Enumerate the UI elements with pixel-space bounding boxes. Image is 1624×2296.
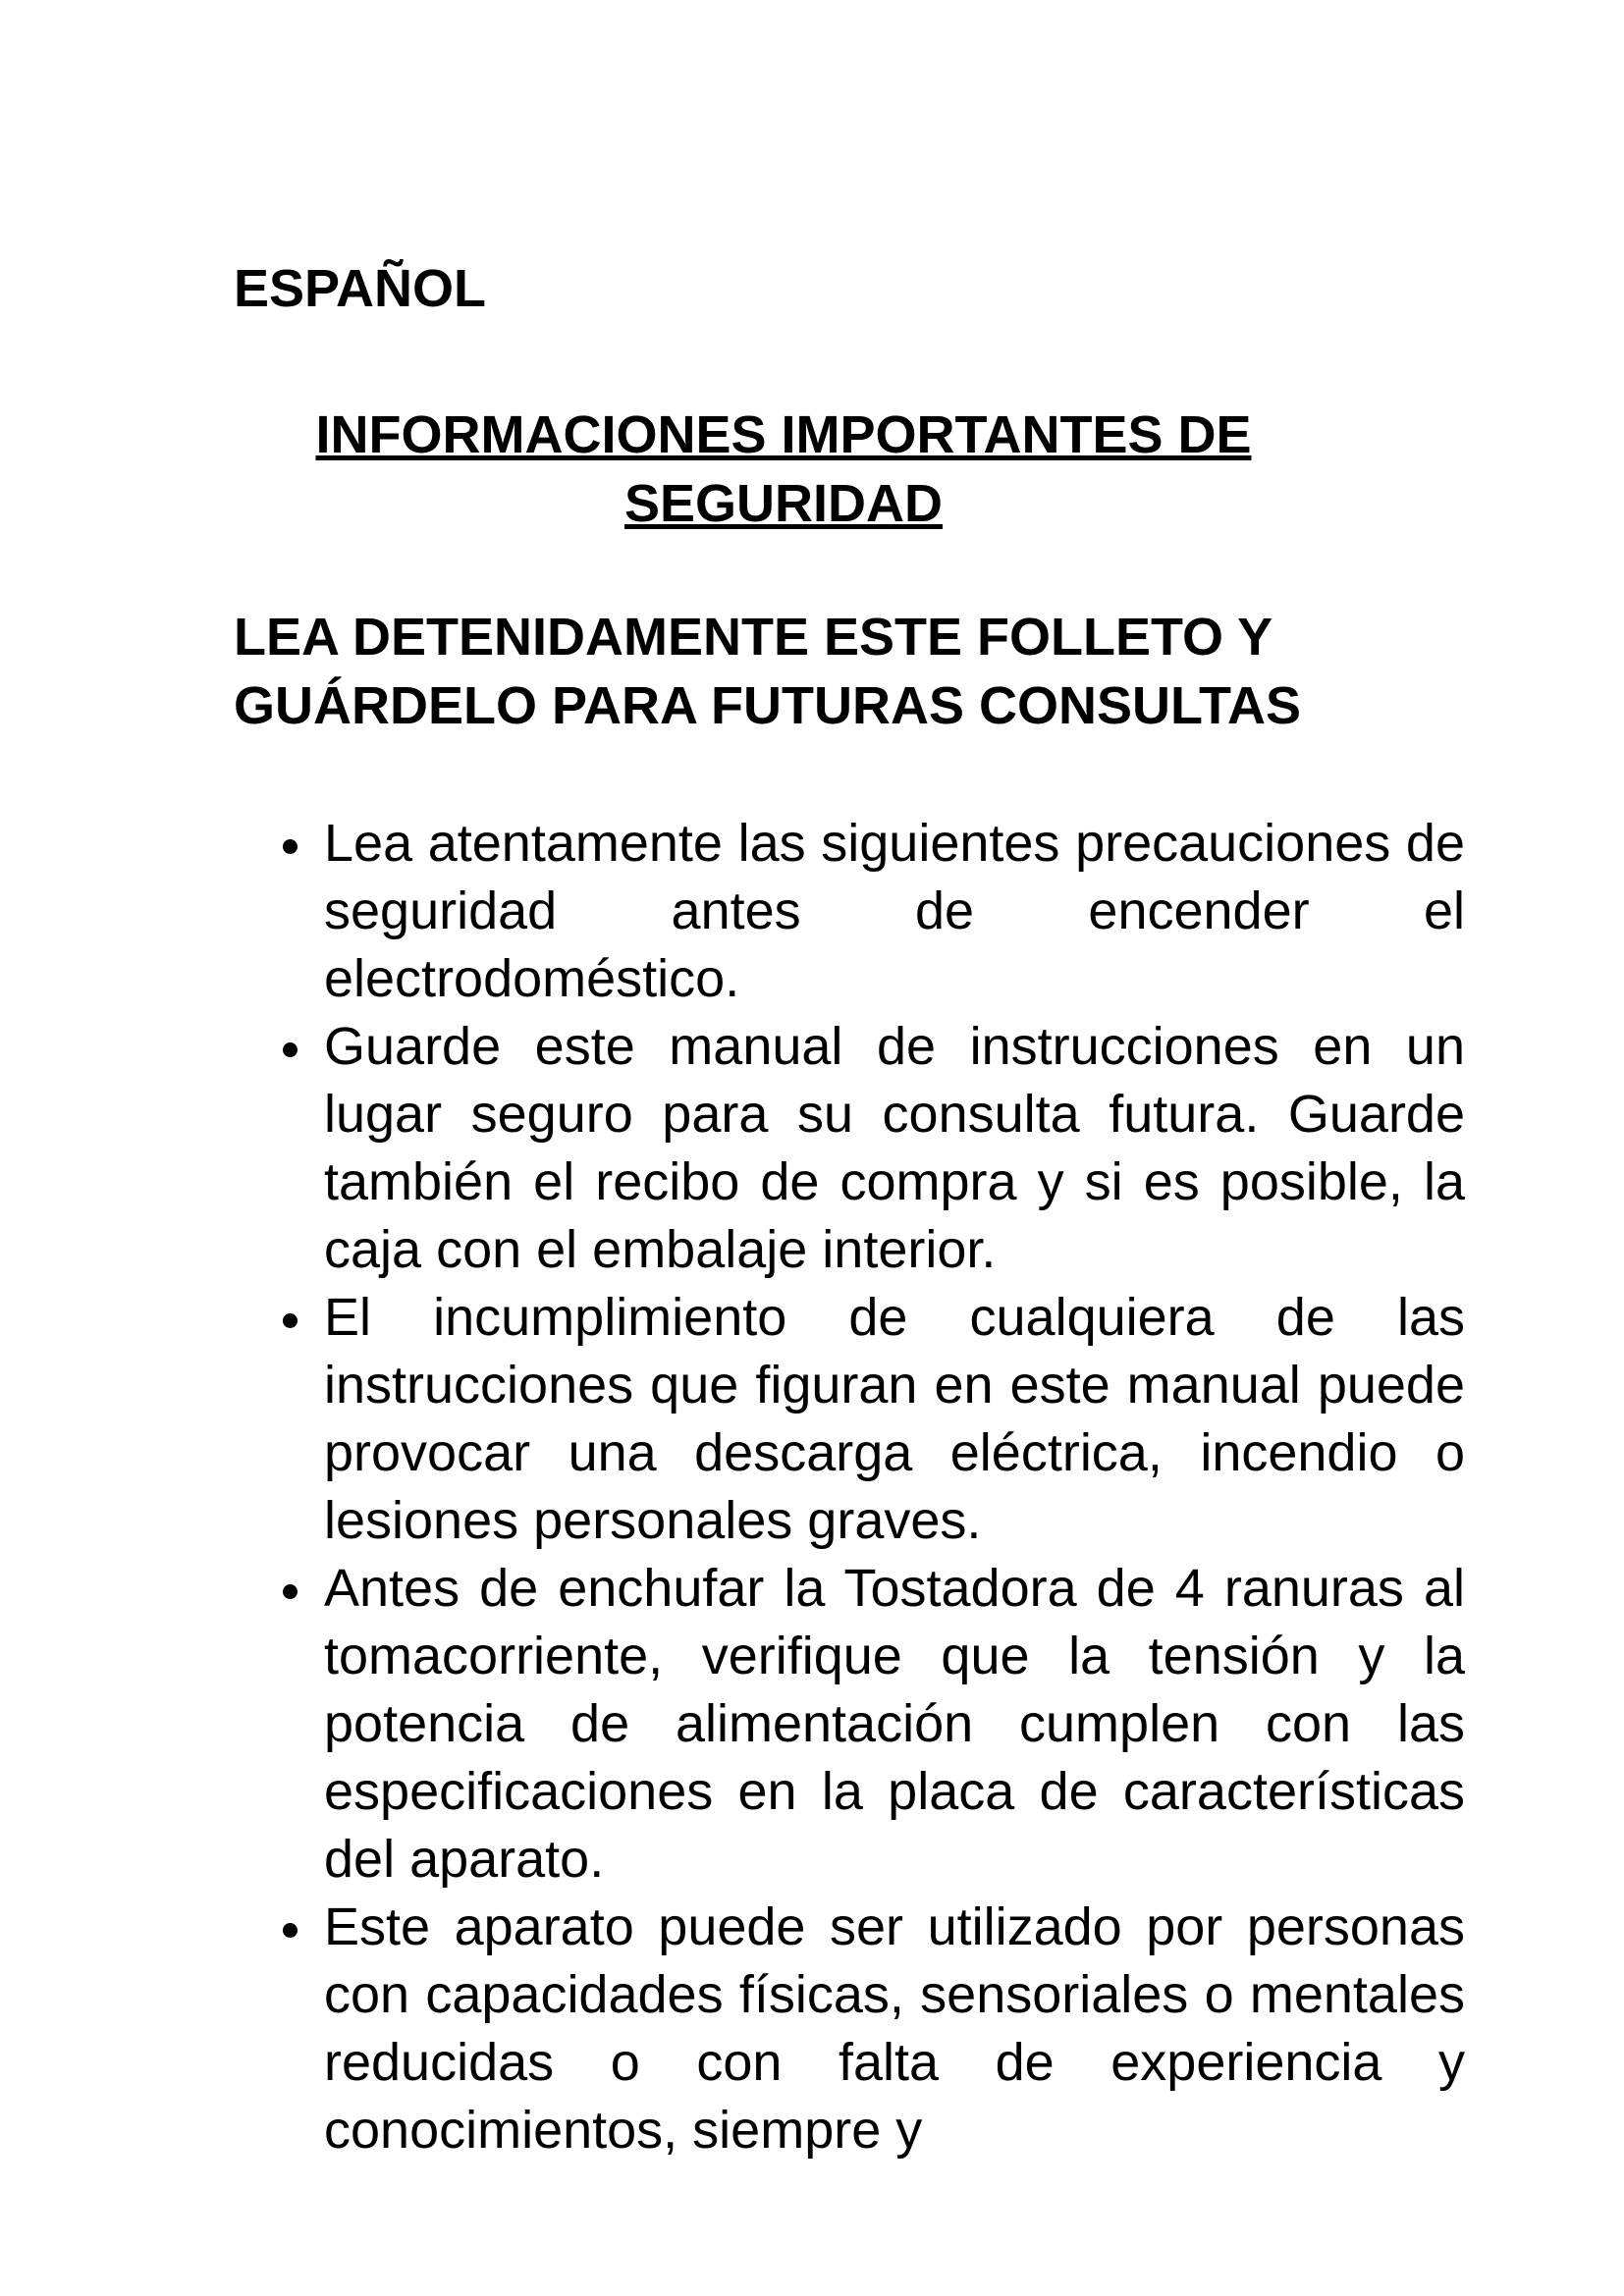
safety-bullet-list [277,810,1465,2164]
bullet-icon [283,1313,298,1328]
bullet-text: El incumplimiento de cualquiera de las instrucciones que figuran en este manual puede provocar una descarga eléctrica, incendio o lesiones personales graves. [324,1288,1465,1550]
bullet-icon [283,839,298,854]
title-line-2: SEGURIDAD [623,474,944,533]
list-item [277,1894,1465,2164]
subtitle [234,603,1461,740]
bullet-icon [283,1042,298,1057]
subtitle-line-1: LEA DETENIDAMENTE ESTE FOLLETO Y [234,608,1273,667]
subtitle-line-2: GUÁRDELO PARA FUTURAS CONSULTAS [234,676,1301,735]
bullet-text: Guarde este manual de instrucciones en un lugar seguro para su consulta futura. Guarde también el recibo de compra y si es posible, la caja con el embalaje interior. [324,1017,1465,1279]
page-title [234,400,1333,538]
bullet-icon [283,1584,298,1599]
list-item [277,810,1465,1013]
list-item [277,1013,1465,1284]
title-line-1: INFORMACIONES IMPORTANTES DE [315,405,1252,464]
bullet-text: Lea atentamente las siguientes precauciones de seguridad antes de encender el electrodoméstico. [324,814,1465,1008]
bullet-icon [283,1923,298,1938]
language-heading: ESPAÑOL [234,259,487,318]
bullet-text: Este aparato puede ser utilizado por personas con capacidades físicas, sensoriales o mentales reducidas o con falta de experiencia y conocimientos, siempre y [324,1897,1465,2160]
list-item [277,1555,1465,1894]
bullet-text: Antes de enchufar la Tostadora de 4 ranuras al tomacorriente, verifique que la tensión y la potencia de alimentación cumplen con las especificaciones en la placa de características del aparato. [324,1559,1465,1889]
list-item [277,1284,1465,1555]
